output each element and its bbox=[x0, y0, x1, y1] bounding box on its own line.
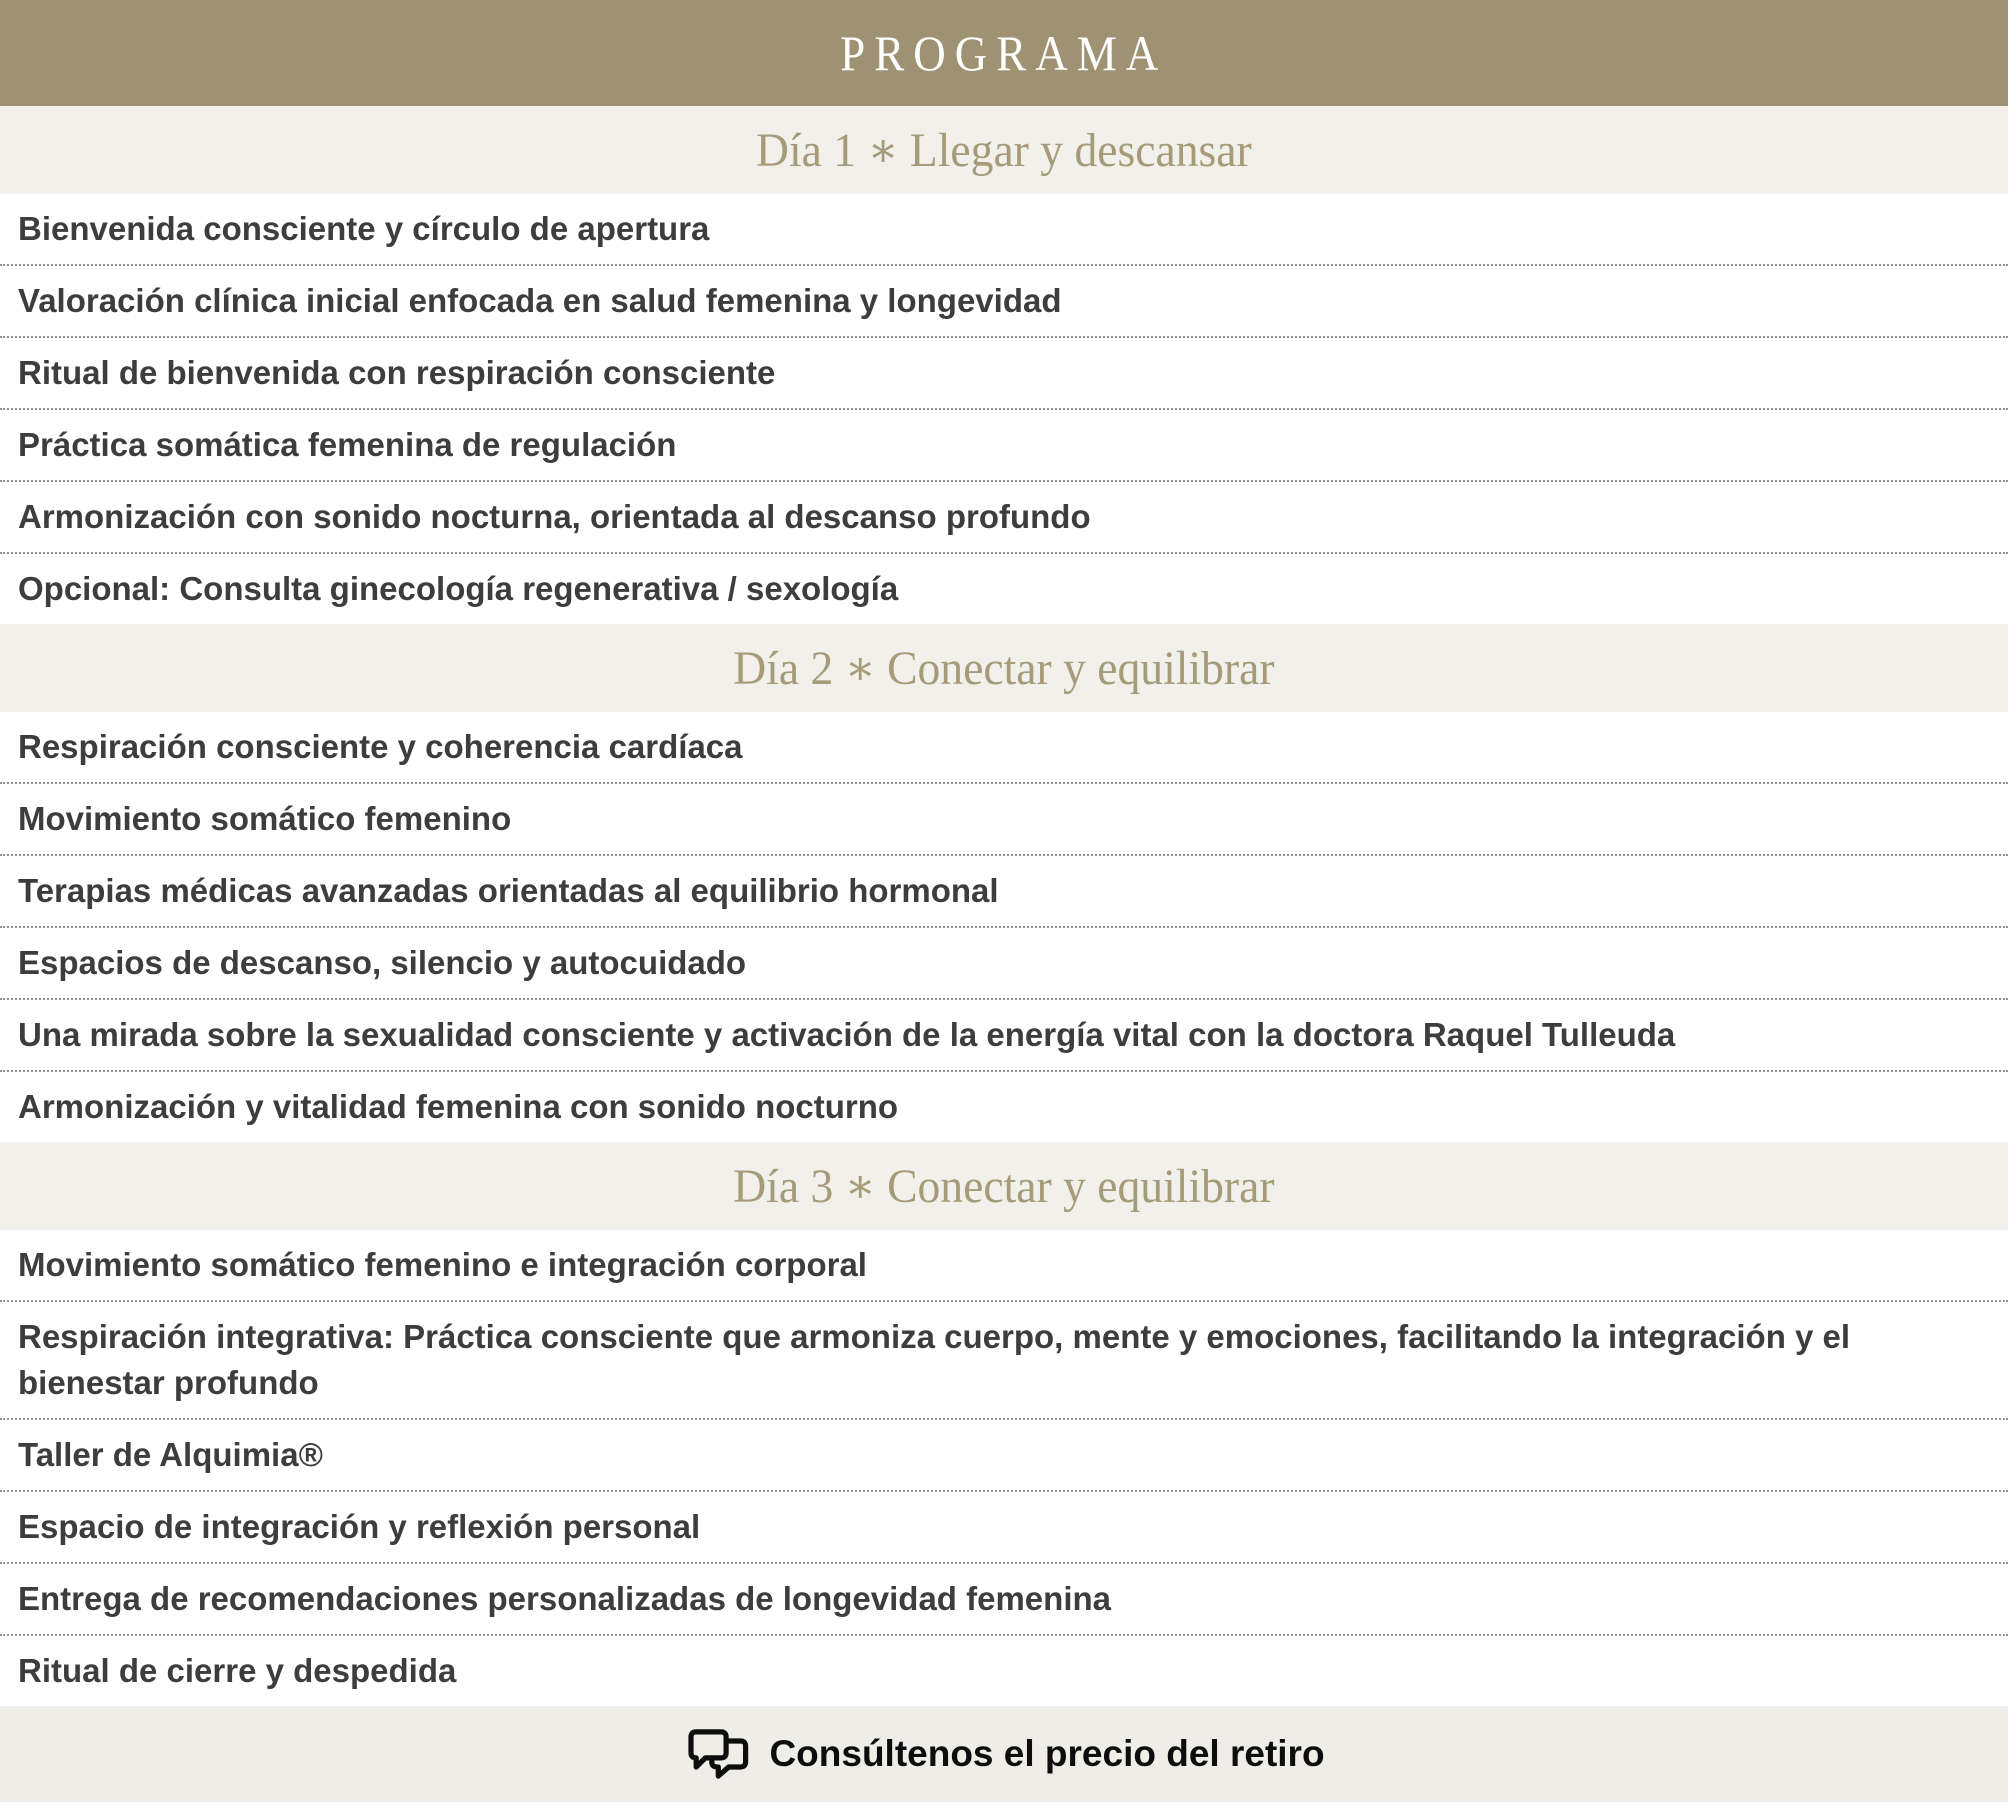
day-2-items bbox=[0, 712, 2008, 1142]
program-item: Espacio de integración y reflexión personal bbox=[0, 1490, 2008, 1562]
program-item: Armonización con sonido nocturna, orientada al descanso profundo bbox=[0, 480, 2008, 552]
program-item: Respiración integrativa: Práctica consciente que armoniza cuerpo, mente y emociones, facilitando la integración y el bienestar profundo bbox=[0, 1300, 2008, 1418]
day-1-header bbox=[0, 106, 2008, 194]
program-item: Bienvenida consciente y círculo de apertura bbox=[0, 194, 2008, 264]
program-item: Taller de Alquimia® bbox=[0, 1418, 2008, 1490]
program-item: Práctica somática femenina de regulación bbox=[0, 408, 2008, 480]
program-item: Movimiento somático femenino bbox=[0, 782, 2008, 854]
day-1-heading: Día 1 ∗ Llegar y descansar bbox=[756, 124, 1252, 177]
program-item: Movimiento somático femenino e integración corporal bbox=[0, 1230, 2008, 1300]
price-cta[interactable] bbox=[0, 1706, 2008, 1802]
program-item: Ritual de bienvenida con respiración consciente bbox=[0, 336, 2008, 408]
day-1-items bbox=[0, 194, 2008, 624]
bottom-margin bbox=[0, 1802, 2008, 1815]
program-header-bar bbox=[0, 0, 2008, 106]
program-item: Respiración consciente y coherencia cardíaca bbox=[0, 712, 2008, 782]
price-cta-label: Consúltenos el precio del retiro bbox=[769, 1733, 1325, 1774]
program-item: Terapias médicas avanzadas orientadas al equilibrio hormonal bbox=[0, 854, 2008, 926]
day-2-heading: Día 2 ∗ Conectar y equilibrar bbox=[733, 642, 1275, 695]
day-3-items bbox=[0, 1230, 2008, 1706]
day-3-heading: Día 3 ∗ Conectar y equilibrar bbox=[733, 1160, 1275, 1213]
program-item: Entrega de recomendaciones personalizadas de longevidad femenina bbox=[0, 1562, 2008, 1634]
program-item: Opcional: Consulta ginecología regenerativa / sexología bbox=[0, 552, 2008, 624]
program-item: Espacios de descanso, silencio y autocuidado bbox=[0, 926, 2008, 998]
program-item: Armonización y vitalidad femenina con sonido nocturno bbox=[0, 1070, 2008, 1142]
program-item: Ritual de cierre y despedida bbox=[0, 1634, 2008, 1706]
day-3-header bbox=[0, 1142, 2008, 1230]
chat-bubbles-icon bbox=[683, 1728, 751, 1780]
program-item: Valoración clínica inicial enfocada en salud femenina y longevidad bbox=[0, 264, 2008, 336]
program-item: Una mirada sobre la sexualidad consciente y activación de la energía vital con la doctora Raquel Tulleuda bbox=[0, 998, 2008, 1070]
day-2-header bbox=[0, 624, 2008, 712]
program-title: PROGRAMA bbox=[840, 25, 1168, 81]
